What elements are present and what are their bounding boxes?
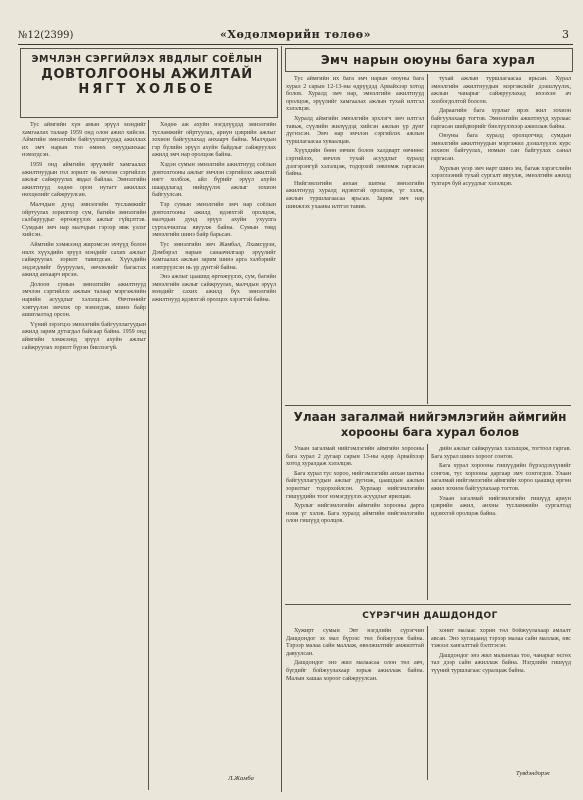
right-mid-headline: Улаан загалмай нийгэмлэгийн аймгийн хорооны бага хурал болов xyxy=(293,410,567,439)
left-article-signature: Л.Жамба xyxy=(228,775,254,782)
paragraph: Дашдондог энэ жил малынхаа тоо, чанарыг өсгөх тал дээр сайн ажиллаж байна. Нэгдлийн гишүүд түүний туршлагаас суралцаж байна. xyxy=(431,652,571,674)
left-article-headline: ЭМЧЛЭН СЭРГИЙЛЭХ ЯВДЛЫГ СОЁЛЫН ДОВТОЛГООНЫ АЖИЛТАЙ НЯГТ ХОЛБОЕ xyxy=(31,54,263,97)
paragraph: Дашдондог энэ жил малаасаа олон төл авч, бүгдийг бойжуулахаар зорьж ажиллаж байна. Малын хашаа хороог сайжруулсан. xyxy=(286,660,424,682)
paragraph: Энэ ажлыг цаашид өргөжүүлэх, сум, багийн эмнэлгийн ажлыг сайжруулах, малчдын эрүүл мэндийг сахих ажилд бүх эмнэлгийн ажилтнууд идэвхтэй оролцох хэрэгтэй байна. xyxy=(152,274,276,304)
right-top-headline: Эмч нарын оюуны бага хурал xyxy=(320,53,536,67)
paragraph: Хурлыг нийгэмлэгийн аймгийн хорооны дарга нээж үг хэлэв. Бага хуралд аймгийн нийгэмлэгийн олон гишүүд оролцов. xyxy=(286,503,424,525)
column-divider xyxy=(281,46,282,792)
paragraph: Бага хурал хорооны гишүүдийн бүрэлдэхүүнийг сонгож, тус хорооны даргаар эмч сонгогдов. Улаан загалмай нийгэмлэгийн аймгийн хороо цаашид өргөн ажил зохион байгуулахаар тогтов. xyxy=(431,463,571,492)
paragraph: Хуралд аймгийн эмнэлгийн эрхлэгч эмч илтгэл тавьж, сүүлийн жилүүдэд хийсэн ажлын үр дүнг дүгнэсэн. Эмч нар эмчлэн сэргийлэх ажлын туршлагаасаа хуваалцав. xyxy=(286,115,424,145)
paragraph: Тус аймгийн их бага эмч нарын оюуны бага хурал 2 сарын 12-13-ны өдрүүдэд Арвайхээр хотод болов. Хуралд эмч нар, эмнэлгийн ажилтнууд оролцож, эрүүлийг хамгаалах ажлын тухай илтгэл хэлэлцэв. xyxy=(286,76,424,113)
paragraph: Тус эмнэлгийн эмч Жамбал, Лхамсүрэн, Дэмбэрэл нарын санаачилгаар эрүүлийг хамгаалах ажлын зарим шинэ арга хэлбэрийг нэвтрүүлсэн нь үр дүнтэй байна. xyxy=(152,241,276,271)
paragraph: Хэдэн сумын эмнэлгийн ажилтнууд соёлын довтолгооны ажлыг эмчлэн сэргийлэх ажилтай нягт холбож, айл бүрийг эрүүл ахуйн шаардлагад нийцүүлэх ажлыг зохион байгуулсан. xyxy=(152,161,276,199)
paragraph: Малчдын дунд эмнэлгийн тусламжийг ойртуулах зорилгоор сум, багийн эмнэлгийн салбаруудыг өргөжүүлэх ажлыг гүйцэтгэв. Сумдын эмч нар малчдын гэрээр явж үзлэг хийсэн. xyxy=(22,201,146,239)
paragraph: Бага хурал тус хороо, нийгэмлэгийн анхан шатны байгууллагуудын ажлыг дүгнэж, цаашдын ажлын зорилтыг тодорхойлсон. Хурлаар нийгэмлэгийн гишүүдийн тоог нэмэгдүүлэх асуудлыг ярилцав. xyxy=(286,470,424,500)
paragraph: Тэр сумын эмнэлгийн эмч нар соёлын довтолгооны ажилд идэвхтэй оролцож, малчдын дунд эрүүл ахуйн ухуулга сурталчилгаа явуулж байна. Сумын төвд эмнэлгийн шинэ байр барьсан. xyxy=(152,201,276,239)
column-divider xyxy=(427,74,428,404)
paragraph: 1959 онд аймгийн эрүүлийг хамгаалах ажилтнуудын гол зорилт нь эмчлэн сэргийлэх ажлыг сайжруулах явдал байлаа. Эмнэлгийн ажилтнууд хөдөө орон нутагт ажиллах нөхцөлийг сайжруулсан. xyxy=(22,161,146,199)
column-divider xyxy=(427,626,428,780)
newspaper-title: «Хөдөлмөрийн төлөө» xyxy=(220,28,371,41)
paragraph: Тус аймгийн хүн амын эрүүл мэндийг хамгаалах талаар 1959 онд олон ажил хийсэн. Аймгийн эмнэлгийн байгууллагуудад ажиллах их эмч нарын тоо өмнөх онуудынхаас нэмэгдсэн. xyxy=(22,122,146,159)
paragraph: хонит малаас хорин төл бойжуулахаар амлалт авсан. Энэ хугацаанд тэрээр малаа сайн маллаж, өвс тэжээл хангалттай бэлтгэсэн. xyxy=(431,628,571,650)
masthead xyxy=(18,10,573,45)
issue-number: №12(2399) xyxy=(18,30,74,41)
right-mid-column-1 xyxy=(286,446,424,598)
page-number: 3 xyxy=(562,28,569,41)
right-mid-column-2 xyxy=(431,446,571,598)
paragraph: Улаан загалмай нийгэмлэгийн аймгийн хорооны бага хурал 2 дугаар сарын 13-ны өдөр Арвайхээр хотод хуралдаж хэлэлцэв. xyxy=(286,446,424,468)
paragraph: Нийгэмлэгийн анхан шатны эмнэлгийн ажилтнууд хуралд идэвхтэй оролцож, үг хэлж, ажлын туршлагаасаа ярьсан. Зарим эмч нар шинжлэх ухааны илтгэл тавив. xyxy=(286,180,424,210)
section-divider xyxy=(285,604,571,605)
paragraph: Долоон сумын эмнэлгийн ажилтнууд эмчлэн сэргийлэх ажлын талаар мэргэжлийн нарийн асуудлыг хэлэлцсэн. Өвчтөнийг хэвтүүлэн эмчлэх ор нэмэгдэж, шинэ байр ашиглалтад орсон. xyxy=(22,281,146,319)
paragraph: Улаан загалмай нийгэмлэгийн гишүүд ариун цэврийн ажил, анхны тусламжийн сургалтад идэвхтэй оролцож байна. xyxy=(431,495,571,517)
column-divider xyxy=(148,120,149,790)
paragraph: Хүүхдийн бөөн өвчин болон халдварт өвчнөөс сэргийлэх, эмчлэх тухай асуудлыг хуралд дэлгэрэнгүй хэлэлцэж, тодорхой зөвлөмж гаргасан байна. xyxy=(286,148,424,178)
left-article-column-1 xyxy=(22,122,146,790)
paragraph: Хужирт сумын Эвт нэгдлийн сүрэгчин Дашдондог эх мал бүрээс төл бойжуулж байна. Тэрээр малаа сайн маллаж, өвөлжилтийг амжилттай давуулсан. xyxy=(286,628,424,657)
paragraph: дийн ажлыг сайжруулах хэлэлцэж, тогтоол гаргав. Бага хурал шинэ хороог сонгов. xyxy=(431,446,571,460)
paragraph: Аймгийн хэмжээнд жирэмсэн эхчүүд болон нялх хүүхдийн эрүүл мэндийг сахих ажлыг сайжруулах зорилт тавигдсан. Хүүхдийн эндэгдлийг бууруулах, өвчлөлийг багасгах ажилд анхаарч ирсэн. xyxy=(22,241,146,279)
paragraph: Хурлын үеэр эмч нарт шинэ эм, багаж хэрэгслийн хэрэглээний тухай сургалт явуулж, эмнэлгийн ажилд тулгарч буй асуудлыг хэлэлцэв. xyxy=(431,165,571,187)
left-article-column-2 xyxy=(152,122,276,772)
paragraph: Дараагийн бага хурлыг ирэх жил зохион байгуулахаар тогтов. Эмнэлгийн ажилтнууд хурлаас гаргасан шийдвэрийг биелүүлэхээр ажиллаж байна. xyxy=(431,108,571,130)
right-top-column-1 xyxy=(286,76,424,402)
right-bottom-column-2 xyxy=(431,628,571,768)
right-top-column-2 xyxy=(431,76,571,402)
right-bottom-headline: СҮРЭГЧИН ДАШДОНДОГ xyxy=(362,611,498,621)
right-bottom-column-1 xyxy=(286,628,424,778)
paragraph: Оюуны бага хуралд оролцогчид сумдын эмнэлгийн ажилтнуудын мэргэжил дээшлүүлэх курс зохион байгуулах, номын сан байгуулах санал гаргасан. xyxy=(431,133,571,162)
section-divider xyxy=(285,405,571,406)
column-divider xyxy=(427,444,428,600)
paragraph: тухай ажлын туршлагаасаа ярьсан. Хурал эмнэлгийн ажилтнуудын мэргэжлийг дээшлүүлэх, ажлын чанарыг сайжруулахад ихээхэн ач холбогдолтой болсон. xyxy=(431,76,571,105)
paragraph: Үүний зэрэгцээ эмнэлгийн байгууллагуудын ажилд зарим дутагдал байсаар байна. 1959 онд аймгийн хэмжээнд эрүүл ахуйн ажлыг сайжруулах зорилт бүрэн биелээгүй. xyxy=(22,321,146,351)
right-bottom-signature: Тувдэндорж xyxy=(516,770,551,777)
paragraph: Хөдөө аж ахуйн нэгдлүүдэд эмнэлгийн тусламжийг ойртуулах, ариун цэврийн ажлыг зохион байгуулахад анхаарч байна. Малчдын гэр бүлийн эрүүл ахуйн байдлыг сайжруулах ажилд эмч нар оролцож байна. xyxy=(152,122,276,159)
